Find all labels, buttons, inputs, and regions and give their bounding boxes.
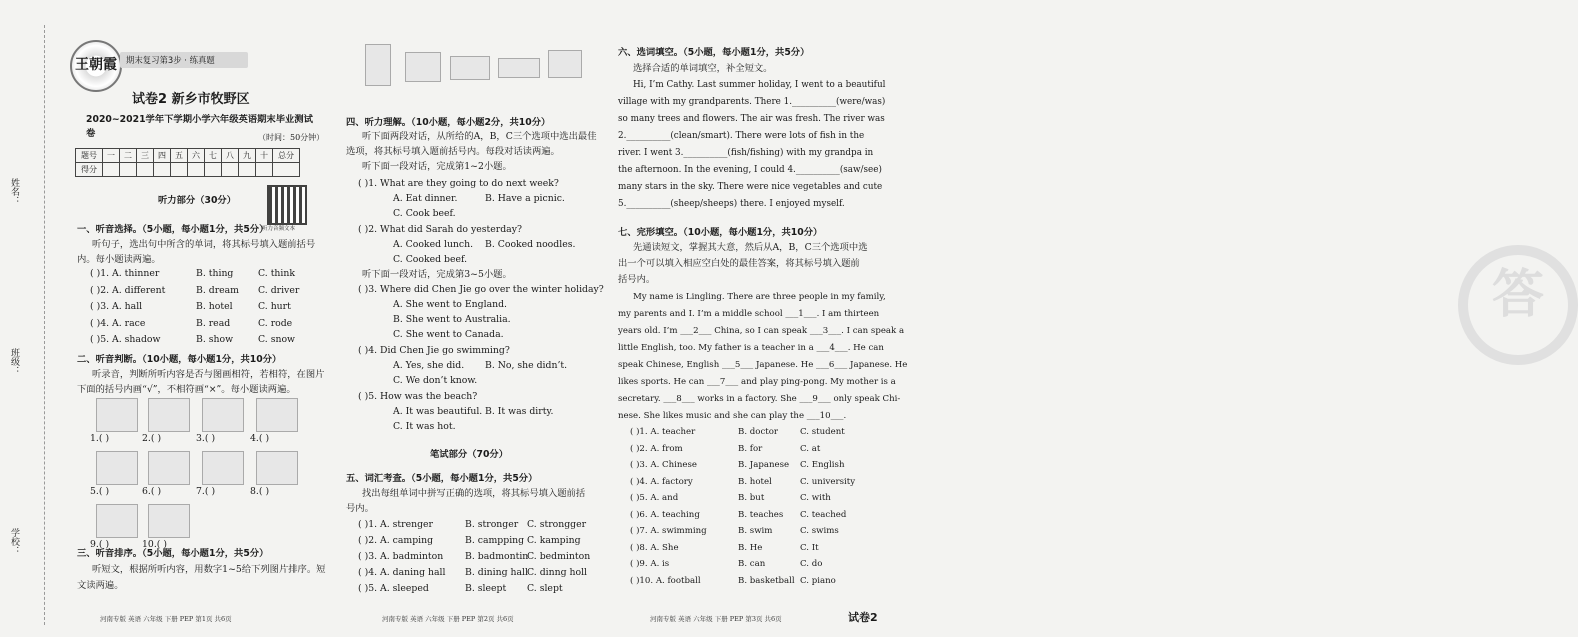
s7-item-option-a: ( )9. A. is [630, 559, 670, 569]
s5-item-option-a: ( )3. A. badminton [358, 551, 444, 562]
listening-picture [148, 398, 190, 432]
s7-item-option-b: B. for [738, 443, 763, 454]
q2-option-a: A. Cooked lunch. [393, 239, 474, 250]
picture-children [405, 52, 441, 82]
listening-picture [148, 504, 190, 538]
score-header-cell: 十 [256, 149, 273, 163]
s7-passage-line: My name is Lingling. There are three people in my family, [633, 292, 886, 302]
section-7-desc-1: 先通读短文，掌握其大意，然后从A，B，C三个选项中选 [633, 242, 868, 253]
footer-page-1: 河南专版 英语 六年级 下册 PEP 第1页 共6页 [100, 615, 232, 623]
s1-item-option-c: C. snow [258, 334, 296, 345]
s1-item-option-b: B. show [196, 334, 234, 345]
s5-item-option-a: ( )5. A. sleeped [358, 583, 429, 594]
name-label: 姓名： [9, 178, 19, 205]
s2-answer-label: 8.( ) [250, 486, 270, 497]
score-header-cell: 五 [171, 149, 188, 163]
s5-item-option-c: C. kamping [527, 535, 581, 546]
q4-option-c: C. We don’t know. [393, 375, 478, 386]
s6-passage-line: river. I went 3.__________(fish/fishing) with my grandpa in [618, 148, 874, 158]
s5-item-option-c: C. strongger [527, 519, 587, 530]
listening-picture [148, 451, 190, 485]
footer-page-2: 河南专版 英语 六年级 下册 PEP 第2页 共6页 [382, 615, 514, 623]
score-input-cell[interactable] [239, 163, 256, 177]
s1-item-option-a: ( )3. A. hall [90, 301, 143, 312]
score-input-cell[interactable] [103, 163, 120, 177]
listening-picture [96, 451, 138, 485]
s7-item-option-c: C. student [800, 427, 845, 437]
q5-option-b: B. It was dirty. [485, 406, 554, 417]
section-3-desc-2: 文读两遍。 [77, 580, 124, 591]
s1-item-option-a: ( )4. A. race [90, 317, 146, 329]
section-2-desc-1: 听录音，判断所听内容是否与图画相符，若相符，在图片 [92, 369, 325, 380]
picture-table [548, 50, 582, 78]
score-input-cell[interactable] [188, 163, 205, 177]
score-table [75, 148, 300, 177]
s7-item-option-a: ( )1. A. teacher [630, 427, 696, 437]
binding-line [44, 25, 45, 625]
s1-item-option-c: C. rode [258, 317, 293, 329]
s7-item-option-c: C. university [800, 476, 856, 487]
brand-logo: 王朝霞 [70, 40, 122, 92]
qr-caption: 听力音频文本 [262, 226, 296, 232]
score-row-label: 得分 [76, 163, 103, 177]
s7-item-option-a: ( )8. A. She [630, 542, 679, 553]
score-header-cell: 二 [120, 149, 137, 163]
s7-item-option-b: B. He [738, 542, 763, 553]
s7-passage-line: secretary. ___8___ works in a factory. She ___9___ only speak Chi- [618, 394, 901, 404]
dialogue-2-intro: 听下面一段对话，完成第3~5小题。 [362, 269, 512, 280]
s1-item-option-a: ( )5. A. shadow [90, 334, 161, 345]
score-input-cell[interactable] [120, 163, 137, 177]
section-5-title: 五、词汇考查。（5小题，每小题1分，共5分） [346, 473, 538, 484]
s2-answer-label: 7.( ) [196, 486, 216, 497]
s5-item-option-b: B. campping [465, 535, 525, 546]
s2-answer-label: 3.( ) [196, 433, 216, 444]
s1-item-option-c: C. driver [258, 284, 300, 296]
s7-item-option-c: C. It [800, 542, 819, 553]
q2-option-c: C. Cooked beef. [393, 254, 468, 265]
q5-option-c: C. It was hot. [393, 421, 456, 432]
listening-picture [96, 398, 138, 432]
s7-item-option-b: B. basketball [738, 575, 795, 586]
s7-item-option-b: B. but [738, 493, 765, 503]
section-4-desc-1: 听下面两段对话，从所给的A，B，C三个选项中选出最佳 [362, 131, 597, 142]
q1-option-b: B. Have a picnic. [485, 193, 565, 204]
s1-item-option-b: B. read [196, 317, 231, 329]
score-header-cell: 九 [239, 149, 256, 163]
s7-item-option-b: B. teaches [738, 509, 784, 520]
q1-option-c: C. Cook beef. [393, 208, 456, 219]
s5-item-option-c: C. bedminton [527, 551, 591, 562]
school-label: 学校： [9, 528, 19, 555]
section-4-title: 四、听力理解。（10小题，每小题2分，共10分） [346, 117, 551, 128]
exam-page-1 [0, 0, 326, 637]
s7-item-option-a: ( )5. A. and [630, 493, 679, 503]
s5-item-option-b: B. badmontin [465, 551, 529, 562]
exam-page-2 [320, 0, 610, 637]
s5-item-option-a: ( )4. A. daning hall [358, 567, 446, 578]
s2-answer-label: 2.( ) [142, 433, 162, 444]
question-2: ( )2. What did Sarah do yesterday? [358, 224, 522, 235]
s6-passage-line: 5.__________(sheep/sheeps) there. I enjoyed myself. [618, 199, 845, 209]
section-5-desc-2: 号内。 [346, 503, 374, 514]
s2-answer-label: 1.( ) [90, 433, 110, 444]
s2-answer-label: 10.( ) [142, 539, 167, 550]
section-6-title: 六、选词填空。（5小题，每小题1分，共5分） [618, 47, 810, 58]
s7-item-option-a: ( )2. A. from [630, 443, 683, 454]
s1-item-option-b: B. hotel [196, 301, 233, 312]
s6-passage-line: the afternoon. In the evening, I could 4.__________(saw/see) [618, 165, 882, 175]
s7-item-option-c: C. English [800, 460, 845, 470]
question-5: ( )5. How was the beach? [358, 391, 478, 402]
score-header-cell: 总分 [273, 149, 300, 163]
s5-item-option-c: C. slept [527, 583, 563, 594]
score-input-cell[interactable] [137, 163, 154, 177]
s7-item-option-b: B. Japanese [738, 460, 790, 470]
paper-subtitle: 2020~2021学年下学期小学六年级英语期末毕业测试卷 [86, 114, 313, 139]
s7-item-option-a: ( )4. A. factory [630, 476, 693, 487]
s5-item-option-a: ( )1. A. strenger [358, 519, 433, 530]
section-1-title: 一、听音选择。（5小题，每小题1分，共5分） [77, 224, 269, 235]
watermark-seal: 答 [1458, 245, 1578, 365]
s6-passage-line: 2.__________(clean/smart). There were lots of fish in the [618, 131, 865, 141]
question-3: ( )3. Where did Chen Jie go over the winter holiday? [358, 284, 604, 295]
q3-option-c: C. She went to Canada. [393, 329, 504, 340]
section-4-desc-2: 选项，将其标号填入题前括号内。每段对话读两遍。 [346, 146, 560, 157]
s7-item-option-a: ( )7. A. swimming [630, 526, 707, 536]
s7-item-option-b: B. can [738, 559, 766, 569]
q3-option-a: A. She went to England. [393, 299, 508, 310]
score-input-cell[interactable] [171, 163, 188, 177]
s5-item-option-b: B. stronger [465, 519, 519, 530]
listening-picture [96, 504, 138, 538]
picture-plane [498, 58, 540, 78]
s7-item-option-c: C. with [800, 493, 831, 503]
written-heading: 笔试部分（70分） [430, 449, 509, 460]
footer-page-3: 河南专版 英语 六年级 下册 PEP 第3页 共6页 [650, 615, 782, 623]
listening-heading: 听力部分（30分） [158, 195, 237, 206]
s2-answer-label: 4.( ) [250, 433, 270, 444]
paper-title: 试卷2 新乡市牧野区 [132, 92, 250, 107]
s1-item-option-c: C. think [258, 268, 296, 279]
s1-item-option-c: C. hurt [258, 301, 291, 312]
score-header-cell: 七 [205, 149, 222, 163]
listening-picture [202, 398, 244, 432]
dialogue-1-intro: 听下面一段对话，完成第1~2小题。 [362, 161, 512, 172]
section-2-title: 二、听音判断。（10小题，每小题1分，共10分） [77, 354, 282, 365]
question-1: ( )1. What are they going to do next week? [358, 178, 559, 189]
s6-passage-line: many stars in the sky. There were nice vegetables and cute [618, 182, 883, 192]
s5-item-option-b: B. sleept [465, 583, 507, 594]
paper-tag: 试卷2 [848, 611, 878, 624]
s7-item-option-c: C. do [800, 559, 823, 569]
s1-item-option-b: B. thing [196, 268, 234, 279]
s7-item-option-c: C. teached [800, 509, 847, 520]
q2-option-b: B. Cooked noodles. [485, 239, 576, 250]
review-ribbon: 期末复习第3步 · 练真题 [120, 52, 248, 68]
section-6-desc: 选择合适的单词填空，补全短文。 [633, 63, 773, 74]
listening-picture [256, 398, 298, 432]
q4-option-b: B. No, she didn’t. [485, 360, 568, 371]
score-input-cell[interactable] [273, 163, 300, 177]
listening-picture [256, 451, 298, 485]
q5-option-a: A. It was beautiful. [393, 406, 483, 417]
exam-page-3 [610, 0, 1544, 637]
section-1-desc-1: 听句子，选出句中所含的单词，将其标号填入题前括号 [92, 239, 316, 250]
time-limit: （时间：50分钟） [258, 133, 325, 142]
score-header-cell: 六 [188, 149, 205, 163]
s5-item-option-c: C. dinng holl [527, 567, 588, 578]
score-header-cell: 四 [154, 149, 171, 163]
section-3-desc-1: 听短文，根据所听内容，用数字1~5给下列图片排序。短 [92, 564, 326, 575]
s7-item-option-c: C. at [800, 443, 821, 454]
s7-item-option-b: B. doctor [738, 427, 779, 437]
s7-item-option-b: B. hotel [738, 476, 772, 487]
section-5-desc-1: 找出每组单词中拼写正确的选项，将其标号填入题前括 [362, 488, 586, 499]
class-label: 班级： [9, 348, 19, 375]
q3-option-b: B. She went to Australia. [393, 314, 511, 325]
s1-item-option-b: B. dream [196, 284, 239, 296]
s6-passage-line: so many trees and flowers. The air was fresh. The river was [618, 114, 885, 124]
s2-answer-label: 6.( ) [142, 486, 162, 497]
s7-passage-line: my parents and I. I’m a middle school ___1___. I am thirteen [618, 309, 880, 319]
score-input-cell[interactable] [222, 163, 239, 177]
score-header-cell: 一 [103, 149, 120, 163]
s7-passage-line: speak Chinese, English ___5___ Japanese. He ___6___ Japanese. He [618, 360, 908, 370]
s6-passage-line: village with my grandparents. There 1.__________(were/was) [618, 97, 886, 107]
score-input-cell[interactable] [205, 163, 222, 177]
s2-answer-label: 5.( ) [90, 486, 110, 497]
s7-item-option-b: B. swim [738, 526, 773, 536]
s7-passage-line: little English, too. My father is a teacher in a ___4___. He can [618, 343, 884, 353]
listening-picture [202, 451, 244, 485]
s7-item-option-c: C. piano [800, 575, 836, 586]
section-7-desc-3: 括号内。 [618, 274, 656, 285]
qr-code-icon [267, 185, 307, 225]
s6-passage-line: Hi, I’m Cathy. Last summer holiday, I went to a beautiful [633, 80, 886, 90]
s2-answer-label: 9.( ) [90, 539, 110, 550]
q4-option-a: A. Yes, she did. [393, 360, 465, 371]
score-input-cell[interactable] [154, 163, 171, 177]
question-4: ( )4. Did Chen Jie go swimming? [358, 345, 510, 356]
s7-passage-line: likes sports. He can ___7___ and play ping-pong. My mother is a [618, 377, 896, 387]
section-1-desc-2: 内。每小题读两遍。 [77, 254, 161, 265]
q1-option-a: A. Eat dinner. [393, 193, 458, 204]
s7-item-option-c: C. swims [800, 526, 839, 536]
s7-item-option-a: ( )3. A. Chinese [630, 460, 698, 470]
s5-item-option-b: B. dining hall [465, 567, 528, 578]
picture-girl [365, 44, 391, 86]
score-header-cell: 三 [137, 149, 154, 163]
score-header-cell: 题号 [76, 149, 103, 163]
s1-item-option-a: ( )2. A. different [90, 284, 166, 296]
score-input-cell[interactable] [256, 163, 273, 177]
section-7-desc-2: 出一个可以填入相应空白处的最佳答案，将其标号填入题前 [618, 258, 860, 269]
s5-item-option-a: ( )2. A. camping [358, 535, 434, 546]
picture-train [450, 56, 490, 80]
section-2-desc-2: 下面的括号内画“√”，不相符画“×”。每小题读两遍。 [77, 384, 296, 395]
s7-passage-line: nese. She likes music and she can play the ___10___. [618, 411, 847, 421]
score-header-cell: 八 [222, 149, 239, 163]
section-7-title: 七、完形填空。（10小题，每小题1分，共10分） [618, 227, 823, 238]
s7-item-option-a: ( )6. A. teaching [630, 509, 700, 520]
s7-item-option-a: ( )10. A. football [630, 575, 701, 586]
s7-passage-line: years old. I’m ___2___ China, so I can speak ___3___. I can speak a [618, 326, 905, 336]
section-3-title: 三、听音排序。（5小题，每小题1分，共5分） [77, 548, 269, 559]
s1-item-option-a: ( )1. A. thinner [90, 268, 160, 279]
